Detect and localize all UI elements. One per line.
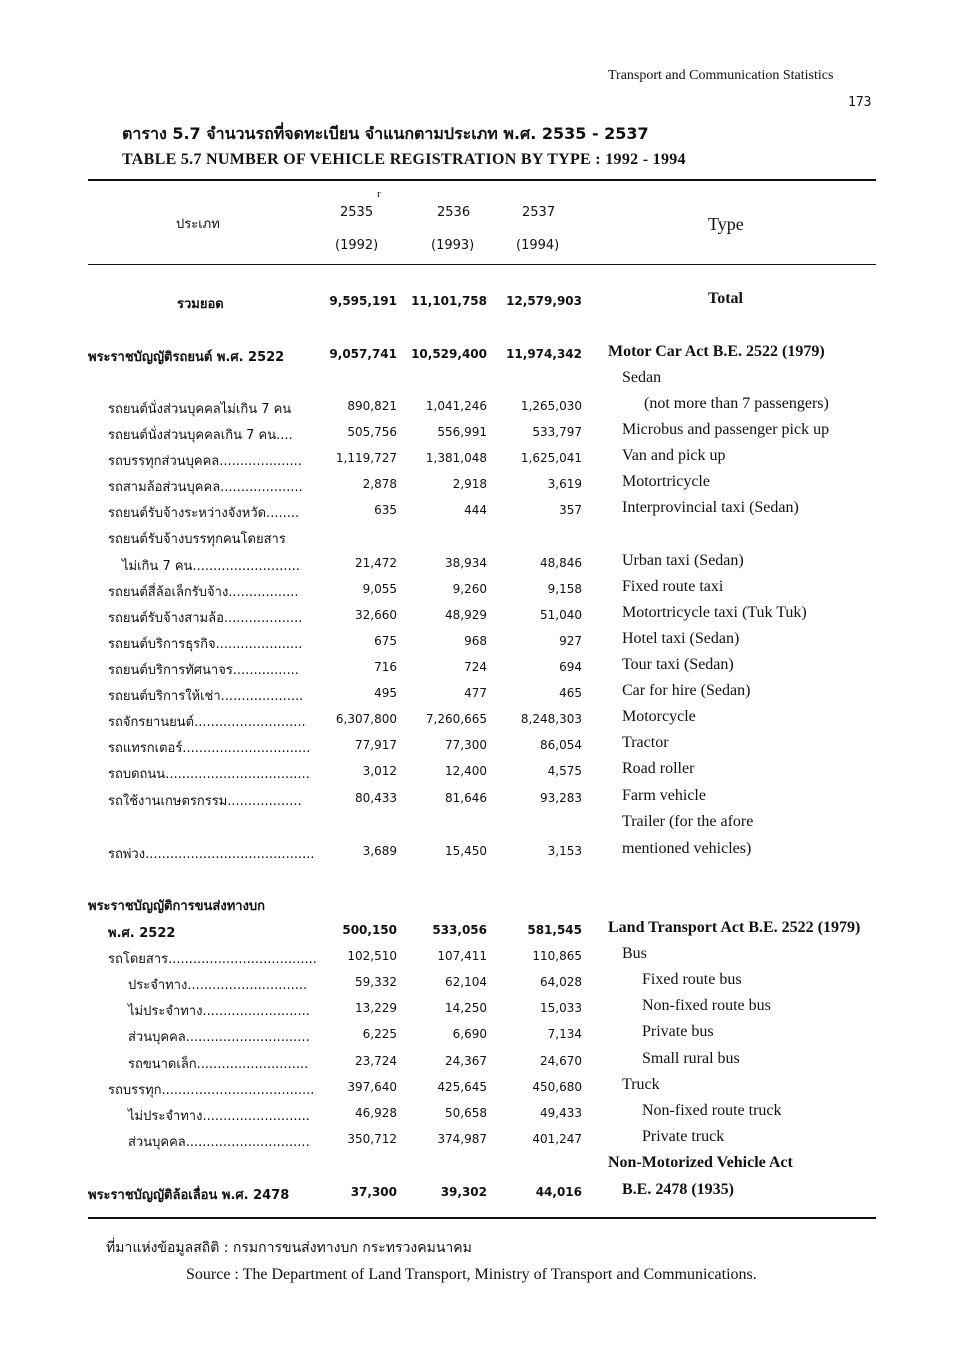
- cell-value-3: 357: [559, 503, 582, 517]
- row-label-thai: รถขนาดเล็ก...........................: [128, 1057, 309, 1072]
- row-label-thai: รถยนต์บริการให้เช่า....................: [108, 689, 304, 704]
- row-label-thai: รถใช้งานเกษตรกรรม..................: [108, 794, 302, 809]
- cell-value-2: 477: [464, 686, 487, 700]
- cell-value-2: 14,250: [445, 1001, 487, 1015]
- row-label-english: Van and pick up: [622, 447, 726, 464]
- cell-value-3: 533,797: [532, 425, 582, 439]
- cell-value-1: 77,917: [355, 738, 397, 752]
- cell-value-1: 9,055: [362, 582, 397, 596]
- column-header-type-thai: ประเภท: [176, 217, 220, 232]
- cell-value-2: 11,101,758: [411, 294, 487, 308]
- cell-value-1: 80,433: [355, 791, 397, 805]
- cell-value-1: 13,229: [355, 1001, 397, 1015]
- row-label-english: Tour taxi (Sedan): [622, 656, 734, 673]
- row-label-english: (not more than 7 passengers): [644, 395, 829, 412]
- row-label-english: Non-Motorized Vehicle Act: [608, 1154, 793, 1171]
- cell-value-2: 9,260: [452, 582, 487, 596]
- table-header-rule: [88, 264, 876, 265]
- cell-value-1: 495: [374, 686, 397, 700]
- cell-value-2: 81,646: [445, 791, 487, 805]
- row-label-thai: รถบรรทุก.....................................: [108, 1083, 315, 1098]
- cell-value-1: 716: [374, 660, 397, 674]
- cell-value-2: 2,918: [452, 477, 487, 491]
- cell-value-1: 1,119,727: [335, 451, 397, 465]
- row-label-english: Trailer (for the afore: [622, 813, 754, 830]
- column-header-year-2: 2536: [437, 205, 471, 220]
- cell-value-1: 397,640: [347, 1080, 397, 1094]
- column-header-year-2-ce: (1993): [431, 238, 475, 253]
- cell-value-2: 374,987: [437, 1132, 487, 1146]
- row-label-english: Bus: [622, 945, 647, 962]
- cell-value-1: 635: [374, 503, 397, 517]
- row-label-thai: ส่วนบุคคล..............................: [128, 1030, 310, 1045]
- row-label-english: Non-fixed route bus: [642, 997, 771, 1014]
- row-label-thai: ไม่เกิน 7 คน..........................: [122, 559, 300, 574]
- row-label-thai: ไม่ประจำทาง..........................: [128, 1109, 310, 1124]
- cell-value-1: 3,012: [362, 764, 397, 778]
- column-header-type-english: Type: [708, 214, 744, 234]
- row-label-thai: ส่วนบุคคล..............................: [128, 1135, 310, 1150]
- table-bottom-rule: [88, 1217, 876, 1219]
- column-header-year-1: 2535: [340, 205, 374, 220]
- cell-value-2: 556,991: [437, 425, 487, 439]
- cell-value-3: 86,054: [540, 738, 582, 752]
- row-label-thai: รถยนต์รับจ้างบรรทุกคนโดยสาร: [108, 532, 286, 547]
- cell-value-1: 675: [374, 634, 397, 648]
- cell-value-2: 425,645: [437, 1080, 487, 1094]
- cell-value-3: 694: [559, 660, 582, 674]
- row-label-english: Urban taxi (Sedan): [622, 552, 744, 569]
- row-label-thai: รถยนต์บริการทัศนาจร................: [108, 663, 299, 678]
- row-label-thai: รถยนต์บริการธุรกิจ.....................: [108, 637, 303, 652]
- row-label-english: Hotel taxi (Sedan): [622, 630, 740, 647]
- row-label-english: Tractor: [622, 734, 669, 751]
- cell-value-3: 15,033: [540, 1001, 582, 1015]
- table-title-english: TABLE 5.7 NUMBER OF VEHICLE REGISTRATION BY TYPE : 1992 - 1994: [122, 151, 686, 168]
- cell-value-3: 49,433: [540, 1106, 582, 1120]
- row-label-thai: พระราชบัญญัติรถยนต์ พ.ศ. 2522: [88, 350, 285, 365]
- cell-value-2: 12,400: [445, 764, 487, 778]
- row-label-english: Motortricycle: [622, 473, 710, 490]
- cell-value-1: 32,660: [355, 608, 397, 622]
- cell-value-3: 581,545: [527, 923, 582, 937]
- running-header: Transport and Communication Statistics: [608, 68, 834, 83]
- cell-value-2: 39,302: [440, 1185, 487, 1199]
- cell-value-3: 12,579,903: [506, 294, 582, 308]
- row-label-thai: ประจำทาง.............................: [128, 978, 308, 993]
- table-top-rule: [88, 179, 876, 181]
- row-label-thai: ไม่ประจำทาง..........................: [128, 1004, 310, 1019]
- cell-value-1: 505,756: [347, 425, 397, 439]
- row-label-english: Microbus and passenger pick up: [622, 421, 830, 438]
- cell-value-1: 23,724: [355, 1054, 397, 1068]
- row-label-english: Small rural bus: [642, 1050, 740, 1067]
- cell-value-1: 500,150: [342, 923, 397, 937]
- cell-value-2: 24,367: [445, 1054, 487, 1068]
- row-label-english: Non-fixed route truck: [642, 1102, 782, 1119]
- row-label-thai: รถยนต์รับจ้างระหว่างจังหวัด........: [108, 506, 300, 521]
- cell-value-3: 9,158: [547, 582, 582, 596]
- cell-value-3: 927: [559, 634, 582, 648]
- cell-value-1: 2,878: [362, 477, 397, 491]
- cell-value-3: 401,247: [532, 1132, 582, 1146]
- revised-note-mark: r: [377, 188, 381, 200]
- cell-value-2: 968: [464, 634, 487, 648]
- row-label-english: Private truck: [642, 1128, 725, 1145]
- row-label-thai: รถจักรยานยนต์...........................: [108, 715, 306, 730]
- cell-value-1: 890,821: [347, 399, 397, 413]
- cell-value-3: 4,575: [547, 764, 582, 778]
- cell-value-3: 48,846: [540, 556, 582, 570]
- row-label-thai: พระราชบัญญัติการขนส่งทางบก: [88, 899, 266, 914]
- row-label-english: Fixed route bus: [642, 971, 742, 988]
- row-label-english: Farm vehicle: [622, 787, 706, 804]
- row-label-thai: รถโดยสาร....................................: [108, 952, 317, 967]
- cell-value-1: 9,595,191: [329, 294, 397, 308]
- cell-value-2: 7,260,665: [425, 712, 487, 726]
- cell-value-2: 1,381,048: [425, 451, 487, 465]
- row-label-thai: รถยนต์นั่งส่วนบุคคลเกิน 7 คน....: [108, 428, 293, 443]
- cell-value-1: 37,300: [350, 1185, 397, 1199]
- cell-value-3: 11,974,342: [506, 347, 582, 361]
- row-label-english: Land Transport Act B.E. 2522 (1979): [608, 919, 861, 936]
- row-label-english: Total: [708, 290, 743, 307]
- source-thai: ที่มาแห่งข้อมูลสถิติ : กรมการขนส่งทางบก กระทรวงคมนาคม: [106, 1240, 472, 1256]
- cell-value-2: 50,658: [445, 1106, 487, 1120]
- cell-value-2: 724: [464, 660, 487, 674]
- row-label-english: Private bus: [642, 1023, 714, 1040]
- cell-value-1: 102,510: [347, 949, 397, 963]
- cell-value-1: 350,712: [347, 1132, 397, 1146]
- row-label-thai: รถบดถนน...................................: [108, 767, 310, 782]
- cell-value-3: 44,016: [535, 1185, 582, 1199]
- cell-value-2: 1,041,246: [425, 399, 487, 413]
- cell-value-1: 9,057,741: [329, 347, 397, 361]
- cell-value-2: 62,104: [445, 975, 487, 989]
- row-label-english: Fixed route taxi: [622, 578, 724, 595]
- cell-value-2: 15,450: [445, 844, 487, 858]
- cell-value-3: 51,040: [540, 608, 582, 622]
- cell-value-1: 59,332: [355, 975, 397, 989]
- row-label-english: Road roller: [622, 760, 695, 777]
- row-label-english: mentioned vehicles): [622, 840, 752, 857]
- row-label-thai: รถบรรทุกส่วนบุคคล....................: [108, 454, 302, 469]
- cell-value-3: 110,865: [532, 949, 582, 963]
- row-label-english: Motor Car Act B.E. 2522 (1979): [608, 343, 825, 360]
- row-label-english: Sedan: [622, 369, 662, 386]
- row-label-thai: รถยนต์รับจ้างสามล้อ...................: [108, 611, 303, 626]
- row-label-english: Truck: [622, 1076, 660, 1093]
- cell-value-2: 77,300: [445, 738, 487, 752]
- row-label-thai: พ.ศ. 2522: [108, 926, 176, 941]
- cell-value-1: 6,225: [362, 1027, 397, 1041]
- row-label-english: Motortricycle taxi (Tuk Tuk): [622, 604, 807, 621]
- row-label-thai: รถพ่วง.........................................: [108, 847, 315, 862]
- cell-value-2: 444: [464, 503, 487, 517]
- row-label-thai: รถสามล้อส่วนบุคคล....................: [108, 480, 303, 495]
- row-label-thai: รถยนต์นั่งส่วนบุคคลไม่เกิน 7 คน: [108, 402, 292, 417]
- cell-value-2: 6,690: [452, 1027, 487, 1041]
- row-label-english: Motorcycle: [622, 708, 696, 725]
- cell-value-3: 1,265,030: [520, 399, 582, 413]
- cell-value-3: 1,625,041: [520, 451, 582, 465]
- cell-value-3: 8,248,303: [520, 712, 582, 726]
- cell-value-1: 46,928: [355, 1106, 397, 1120]
- row-label-thai: รถแทรกเตอร์...............................: [108, 741, 311, 756]
- row-label-thai: รถยนต์สี่ล้อเล็กรับจ้าง.................: [108, 585, 299, 600]
- row-label-english: Interprovincial taxi (Sedan): [622, 499, 799, 516]
- cell-value-3: 3,619: [547, 477, 582, 491]
- cell-value-3: 64,028: [540, 975, 582, 989]
- cell-value-3: 3,153: [547, 844, 582, 858]
- cell-value-2: 48,929: [445, 608, 487, 622]
- page-number: 173: [848, 95, 872, 110]
- row-label-english: B.E. 2478 (1935): [622, 1181, 734, 1198]
- source-english: Source : The Department of Land Transport, Ministry of Transport and Communications.: [186, 1266, 757, 1283]
- cell-value-3: 24,670: [540, 1054, 582, 1068]
- cell-value-1: 21,472: [355, 556, 397, 570]
- cell-value-3: 450,680: [532, 1080, 582, 1094]
- table-title-thai: ตาราง 5.7 จำนวนรถที่จดทะเบียน จำแนกตามประเภท พ.ศ. 2535 - 2537: [122, 124, 649, 143]
- column-header-year-3-ce: (1994): [516, 238, 560, 253]
- column-header-year-1-ce: (1992): [335, 238, 379, 253]
- row-label-thai: พระราชบัญญัติล้อเลื่อน พ.ศ. 2478: [88, 1188, 290, 1203]
- cell-value-1: 3,689: [362, 844, 397, 858]
- cell-value-2: 38,934: [445, 556, 487, 570]
- row-label-thai: รวมยอด: [177, 297, 224, 312]
- cell-value-2: 533,056: [432, 923, 487, 937]
- column-header-year-3: 2537: [522, 205, 556, 220]
- cell-value-3: 93,283: [540, 791, 582, 805]
- cell-value-2: 10,529,400: [411, 347, 487, 361]
- cell-value-3: 465: [559, 686, 582, 700]
- row-label-english: Car for hire (Sedan): [622, 682, 751, 699]
- cell-value-3: 7,134: [547, 1027, 582, 1041]
- cell-value-1: 6,307,800: [335, 712, 397, 726]
- cell-value-2: 107,411: [437, 949, 487, 963]
